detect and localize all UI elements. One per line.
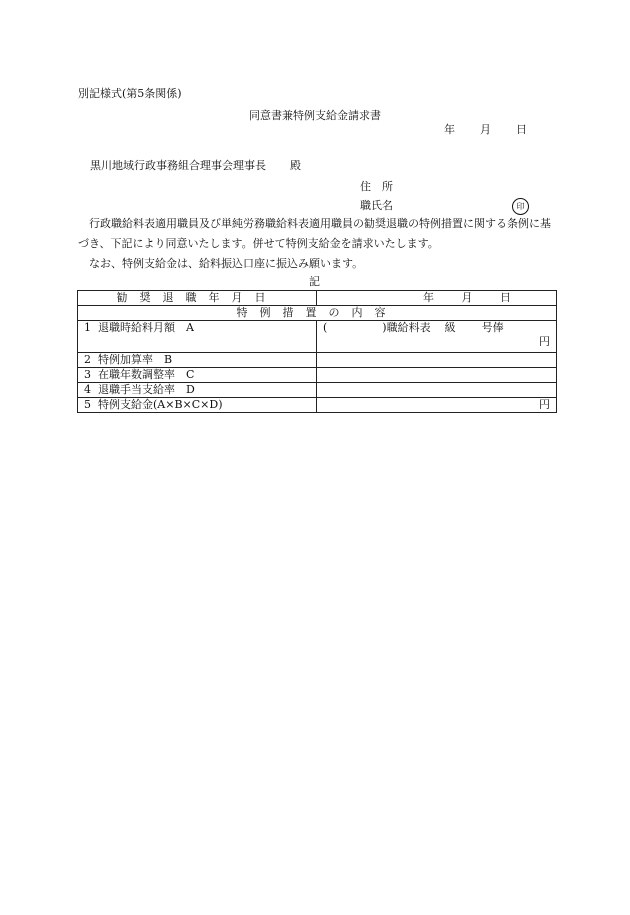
- row-label: 1 退職時給料月額 A: [78, 321, 317, 353]
- body-paragraph-1: 行政職給料表適用職員及び単純労務職給料表適用職員の勧奨退職の特例措置に関する条例に基づき、下記により同意いたします。併せて特例支給金を請求いたします。: [78, 217, 551, 250]
- row-value: [317, 353, 557, 368]
- addressee-suffix: 殿: [290, 159, 301, 172]
- row-label: 4 退職手当支給率 D: [78, 383, 317, 398]
- retirement-date-header: 勧奨退職年月日: [78, 291, 317, 306]
- table-row: [78, 306, 557, 321]
- claim-table: [77, 290, 557, 413]
- form-label: 別記様式(第5条関係): [78, 87, 182, 100]
- name-label: 職氏名: [360, 199, 393, 212]
- row-label: 3 在職年数調整率 C: [78, 368, 317, 383]
- table-row: [78, 353, 557, 368]
- row-value: [317, 383, 557, 398]
- address-label: 住 所: [360, 180, 393, 193]
- ki-label: 記: [309, 275, 320, 288]
- table-row: [78, 291, 557, 306]
- page-title: 同意書兼特例支給金請求書: [249, 109, 381, 122]
- seal-mark: 印: [512, 198, 529, 215]
- table-row: [78, 321, 557, 353]
- row-value: ( )職給料表 級 号俸 円: [317, 321, 557, 353]
- table-row: [78, 368, 557, 383]
- table-row: [78, 398, 557, 413]
- section-title: 特例措置の内容: [78, 306, 557, 321]
- row-label: 5 特例支給金(A×B×C×D): [78, 398, 317, 413]
- date-day-label: 日: [516, 123, 527, 136]
- date-month-label: 月: [480, 123, 491, 136]
- date-year-label: 年: [444, 123, 455, 136]
- row-value: [317, 368, 557, 383]
- addressee: 黒川地域行政事務組合理事会理事長: [90, 159, 266, 172]
- row-value: 円: [317, 398, 557, 413]
- retirement-date-cell: 年 月 日: [317, 291, 557, 306]
- row-label: 2 特例加算率 B: [78, 353, 317, 368]
- body-paragraph-2: なお、特例支給金は、給料振込口座に振込み願います。: [89, 257, 364, 270]
- table-row: [78, 383, 557, 398]
